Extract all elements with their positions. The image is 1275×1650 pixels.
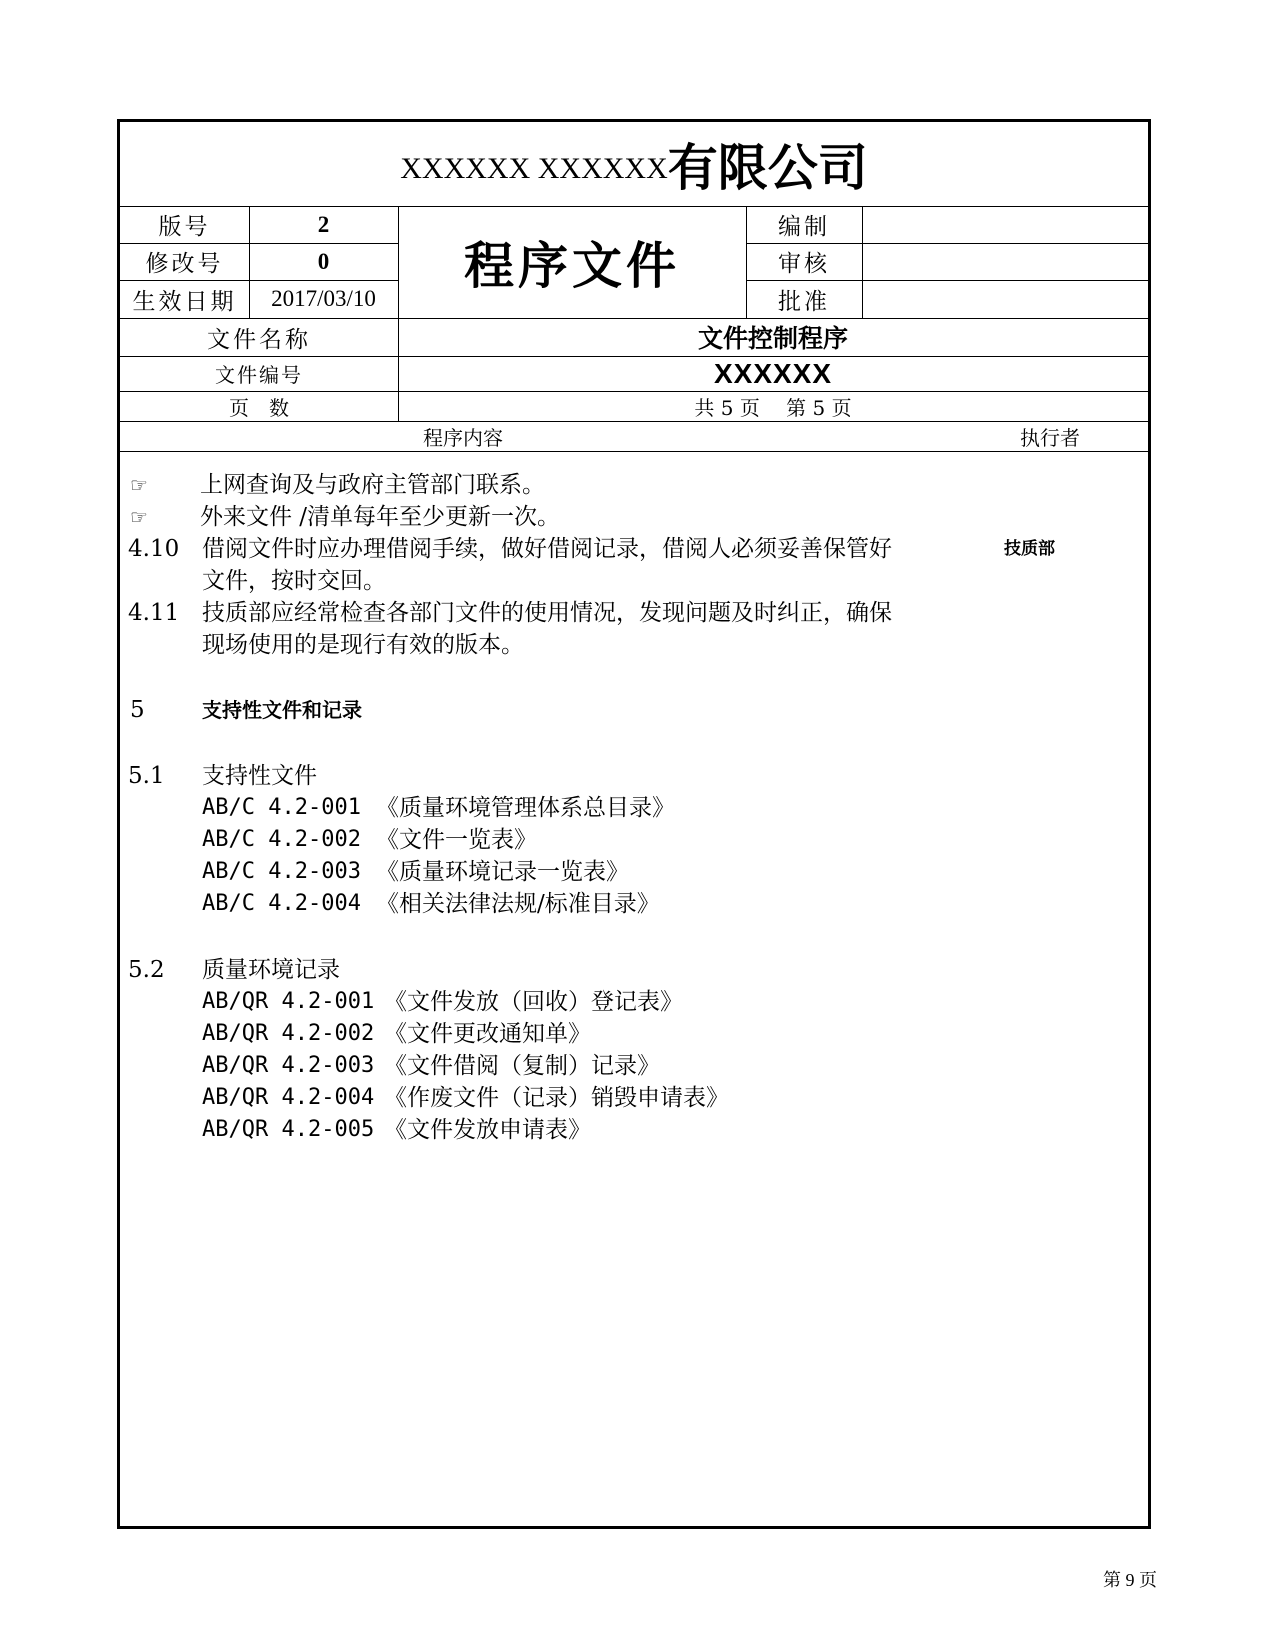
item-text: 文件，按时交回。 <box>202 568 386 594</box>
record-title: 《文件借阅（复制）记录》 <box>384 1053 660 1079</box>
revision-value: 0 <box>317 248 330 274</box>
effective-date-label: 生效日期 <box>132 288 237 315</box>
pointing-hand-icon: ☞ <box>130 505 148 529</box>
record-code: AB/QR 4.2-003 <box>202 1053 375 1078</box>
record-code: AB/QR 4.2-001 <box>202 989 375 1014</box>
pointing-hand-icon: ☞ <box>130 473 148 497</box>
record-code: AB/QR 4.2-004 <box>202 1085 375 1110</box>
rule <box>120 421 1148 422</box>
company-title <box>120 122 1148 206</box>
reference-code: AB/C 4.2-003 <box>202 859 361 884</box>
reference-title: 《质量环境管理体系总目录》 <box>376 795 675 821</box>
item-number: 4.11 <box>128 600 180 626</box>
record-title: 《文件更改通知单》 <box>384 1021 591 1047</box>
reference-code: AB/C 4.2-002 <box>202 827 361 852</box>
prepared-by-value <box>862 206 1148 243</box>
record-code: AB/QR 4.2-005 <box>202 1117 375 1142</box>
page-count-value: 共 5 页 第 5 页 <box>694 395 852 420</box>
bullet-text: 上网查询及与政府主管部门联系。 <box>200 472 545 498</box>
item-number: 4.10 <box>128 536 180 562</box>
company-name-cjk: 有限公司 <box>667 139 868 197</box>
version-label: 版号 <box>158 214 211 240</box>
reference-code: AB/C 4.2-001 <box>202 795 361 820</box>
reference-title: 《质量环境记录一览表》 <box>376 859 629 885</box>
page-footer-number: 第 9 页 <box>1103 1570 1157 1590</box>
document-number-label: 文件编号 <box>215 363 303 387</box>
reference-title: 《文件一览表》 <box>376 827 537 853</box>
prepared-by-label: 编制 <box>778 214 830 240</box>
document-frame <box>117 119 1151 1529</box>
document-name-value: 文件控制程序 <box>697 324 848 353</box>
record-title: 《文件发放申请表》 <box>384 1117 591 1143</box>
reference-title: 《相关法律法规/标准目录》 <box>376 891 660 917</box>
record-title: 《作废文件（记录）销毁申请表》 <box>384 1085 729 1111</box>
subsection-title: 支持性文件 <box>202 763 317 789</box>
revision-label: 修改号 <box>145 251 224 277</box>
approved-by-label: 批准 <box>778 288 830 315</box>
rule <box>120 451 1148 452</box>
item-text: 借阅文件时应办理借阅手续，做好借阅记录，借阅人必须妥善保管好 <box>202 536 892 562</box>
page-count-label: 页 数 <box>229 395 289 420</box>
effective-date-value: 2017/03/10 <box>271 286 376 311</box>
subsection-number: 5.2 <box>128 957 165 983</box>
document-name-label: 文件名称 <box>207 326 311 353</box>
document-number-value: XXXXXX <box>713 357 833 389</box>
executor-header: 执行者 <box>1020 425 1080 450</box>
content-header: 程序内容 <box>423 425 503 450</box>
item-text: 技质部应经常检查各部门文件的使用情况，发现问题及时纠正，确保 <box>202 600 892 626</box>
section-number: 5 <box>130 697 145 723</box>
version-value: 2 <box>317 211 330 237</box>
reviewed-by-label: 审核 <box>778 251 830 277</box>
record-title: 《文件发放（回收）登记表》 <box>384 989 683 1015</box>
bullet-text: 外来文件 /清单每年至少更新一次。 <box>200 504 561 530</box>
record-code: AB/QR 4.2-002 <box>202 1021 375 1046</box>
approved-by-value <box>862 280 1148 318</box>
reference-code: AB/C 4.2-004 <box>202 891 361 916</box>
subsection-title: 质量环境记录 <box>202 957 340 983</box>
company-name-latin: XXXXXX XXXXXX <box>400 152 668 185</box>
subsection-number: 5.1 <box>128 763 165 789</box>
item-executor: 技质部 <box>1004 539 1055 559</box>
reviewed-by-value <box>862 243 1148 280</box>
section-title: 支持性文件和记录 <box>202 698 362 722</box>
item-text: 现场使用的是现行有效的版本。 <box>202 632 524 658</box>
document-type: 程序文件 <box>464 237 680 295</box>
